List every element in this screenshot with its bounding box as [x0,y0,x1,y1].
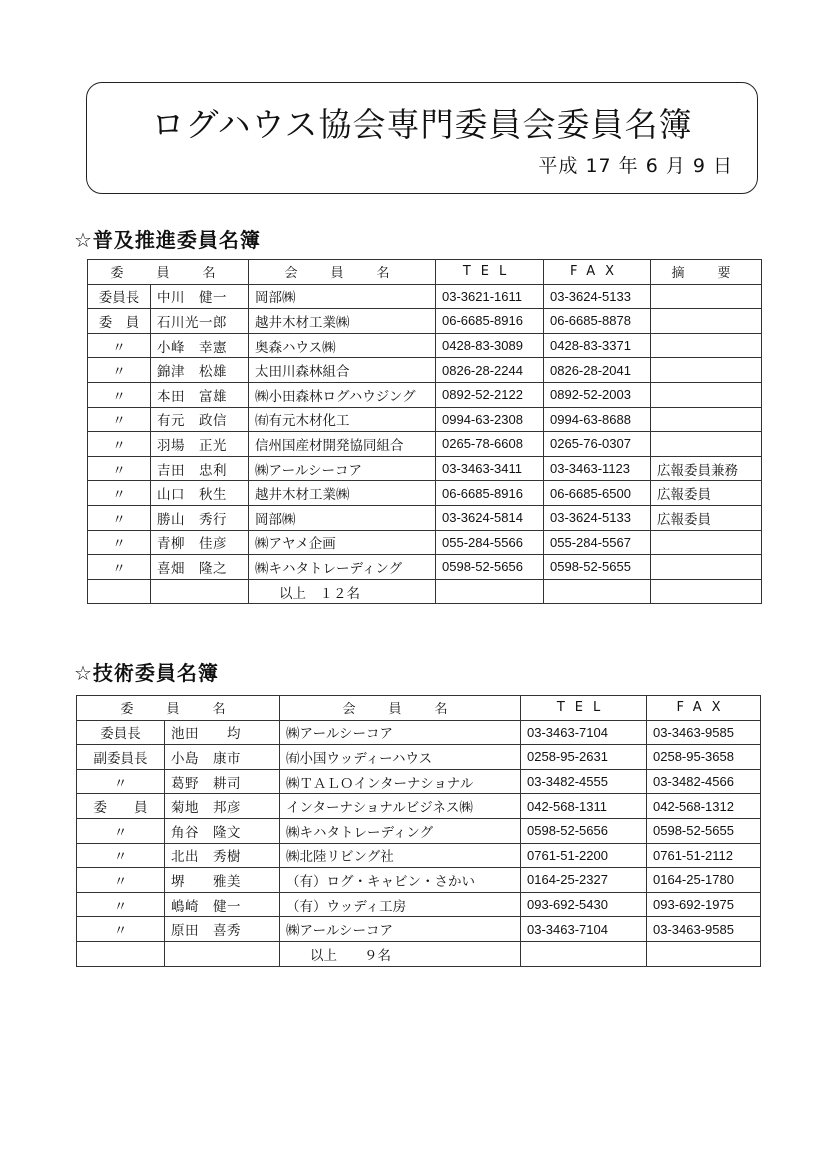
col-fax: FAX [544,260,651,285]
section1-heading: ☆普及推進委員名簿 [74,228,261,252]
cell-tel: 03-3463-7104 [521,917,647,942]
cell-role: 委 員 [77,794,165,819]
table-row [88,333,762,358]
table-row [88,382,762,407]
cell-name: 小峰 幸憲 [151,333,249,358]
cell-role: 〃 [88,530,151,555]
table-header-row [77,696,761,721]
cell-company: （有）ウッディ工房 [280,892,521,917]
cell-name: 中川 健一 [151,284,249,309]
cell-fax: 0994-63-8688 [544,407,651,432]
cell-name: 堺 雅美 [165,868,280,893]
cell-company: ㈱ＴＡＬＯインターナショナル [280,769,521,794]
empty-cell [151,579,249,604]
cell-role: 〃 [77,818,165,843]
cell-fax: 0428-83-3371 [544,333,651,358]
table-row [77,720,761,745]
cell-name: 有元 政信 [151,407,249,432]
cell-note [651,284,762,309]
cell-role: 副委員長 [77,745,165,770]
member-total: 以上 ９名 [280,941,521,966]
cell-role: 〃 [77,868,165,893]
title-box [86,82,758,194]
cell-tel: 0826-28-2244 [436,358,544,383]
cell-tel: 0761-51-2200 [521,843,647,868]
table-row [88,284,762,309]
cell-role: 〃 [77,892,165,917]
cell-company: ㈲有元木材化工 [249,407,436,432]
cell-role: 〃 [88,505,151,530]
cell-role: 〃 [88,407,151,432]
cell-name: 羽場 正光 [151,432,249,457]
cell-note: 広報委員 [651,481,762,506]
cell-note [651,333,762,358]
cell-name: 勝山 秀行 [151,505,249,530]
document-date: 平成 17 年 6 月 9 日 [538,155,733,177]
table-row [88,481,762,506]
table-row [88,407,762,432]
table-row [88,456,762,481]
promotion-committee-table [87,259,762,604]
empty-cell [88,579,151,604]
cell-company: 岡部㈱ [249,505,436,530]
cell-fax: 03-3482-4566 [647,769,761,794]
cell-fax: 03-3463-9585 [647,720,761,745]
cell-role: 〃 [77,843,165,868]
table-row [88,432,762,457]
cell-fax: 042-568-1312 [647,794,761,819]
cell-tel: 0164-25-2327 [521,868,647,893]
table-row [77,917,761,942]
cell-company: 奥森ハウス㈱ [249,333,436,358]
cell-name: 錦津 松雄 [151,358,249,383]
cell-tel: 03-3463-7104 [521,720,647,745]
cell-role: 委 員 [88,309,151,334]
empty-cell [436,579,544,604]
cell-company: 信州国産材開発協同組合 [249,432,436,457]
cell-role: 〃 [88,456,151,481]
cell-company: ㈱北陸リビング社 [280,843,521,868]
col-tel: TEL [436,260,544,285]
cell-fax: 0826-28-2041 [544,358,651,383]
table-row [88,530,762,555]
page-title: ログハウス協会専門委員会委員名簿 [151,105,693,144]
cell-name: 小島 康市 [165,745,280,770]
cell-company: ㈱アールシーコア [280,720,521,745]
cell-role: 〃 [88,358,151,383]
cell-fax: 03-3624-5133 [544,284,651,309]
cell-role: 〃 [88,432,151,457]
col-member: 委 員 名 [77,696,280,721]
cell-company: （有）ログ・キャビン・さかい [280,868,521,893]
cell-name: 喜畑 隆之 [151,555,249,580]
cell-company: ㈱キハタトレーディング [280,818,521,843]
cell-fax: 055-284-5567 [544,530,651,555]
table-row [77,892,761,917]
cell-role: 〃 [77,769,165,794]
col-fax: FAX [647,696,761,721]
col-tel: TEL [521,696,647,721]
table-row [77,794,761,819]
cell-tel: 03-3482-4555 [521,769,647,794]
cell-company: ㈱キハタトレーディング [249,555,436,580]
table-row [77,843,761,868]
table-row [88,505,762,530]
cell-tel: 03-3621-1611 [436,284,544,309]
cell-name: 石川光一郎 [151,309,249,334]
cell-fax: 0265-76-0307 [544,432,651,457]
cell-tel: 0428-83-3089 [436,333,544,358]
cell-tel: 0892-52-2122 [436,382,544,407]
section2-heading: ☆技術委員名簿 [74,661,219,685]
cell-fax: 093-692-1975 [647,892,761,917]
cell-tel: 06-6685-8916 [436,309,544,334]
table-row [77,818,761,843]
table-row [88,555,762,580]
cell-fax: 0598-52-5655 [647,818,761,843]
member-total: 以上 １２名 [249,579,436,604]
total-row [77,941,761,966]
table-row [77,745,761,770]
cell-fax: 0761-51-2112 [647,843,761,868]
empty-cell [165,941,280,966]
cell-role: 〃 [88,333,151,358]
cell-tel: 042-568-1311 [521,794,647,819]
cell-tel: 055-284-5566 [436,530,544,555]
cell-tel: 0258-95-2631 [521,745,647,770]
cell-fax: 03-3624-5133 [544,505,651,530]
cell-note [651,358,762,383]
table-row [77,868,761,893]
cell-tel: 0265-78-6608 [436,432,544,457]
cell-role: 〃 [77,917,165,942]
cell-tel: 0598-52-5656 [436,555,544,580]
cell-fax: 0164-25-1780 [647,868,761,893]
cell-company: ㈱アールシーコア [249,456,436,481]
col-note: 摘 要 [651,260,762,285]
cell-name: 葛野 耕司 [165,769,280,794]
cell-tel: 0994-63-2308 [436,407,544,432]
cell-note [651,407,762,432]
empty-cell [521,941,647,966]
cell-name: 本田 富雄 [151,382,249,407]
cell-role: 〃 [88,382,151,407]
cell-name: 菊地 邦彦 [165,794,280,819]
cell-name: 原田 喜秀 [165,917,280,942]
cell-fax: 06-6685-8878 [544,309,651,334]
cell-company: ㈱アールシーコア [280,917,521,942]
cell-company: 越井木材工業㈱ [249,481,436,506]
table-row [88,309,762,334]
cell-tel: 03-3463-3411 [436,456,544,481]
empty-cell [647,941,761,966]
col-company: 会 員 名 [280,696,521,721]
empty-cell [651,579,762,604]
cell-company: ㈱小田森林ログハウジング [249,382,436,407]
cell-note [651,382,762,407]
empty-cell [544,579,651,604]
total-row [88,579,762,604]
cell-role: 委員長 [77,720,165,745]
cell-role: 委員長 [88,284,151,309]
col-member: 委 員 名 [88,260,249,285]
cell-tel: 0598-52-5656 [521,818,647,843]
cell-role: 〃 [88,481,151,506]
cell-role: 〃 [88,555,151,580]
cell-note: 広報委員 [651,505,762,530]
cell-company: ㈲小国ウッディーハウス [280,745,521,770]
cell-note [651,555,762,580]
col-company: 会 員 名 [249,260,436,285]
cell-company: インターナショナルビジネス㈱ [280,794,521,819]
table-row [77,769,761,794]
cell-name: 北出 秀樹 [165,843,280,868]
cell-company: 太田川森林組合 [249,358,436,383]
empty-cell [77,941,165,966]
cell-fax: 0892-52-2003 [544,382,651,407]
cell-fax: 03-3463-1123 [544,456,651,481]
cell-tel: 03-3624-5814 [436,505,544,530]
cell-fax: 03-3463-9585 [647,917,761,942]
cell-name: 嶋崎 健一 [165,892,280,917]
cell-note [651,530,762,555]
cell-tel: 093-692-5430 [521,892,647,917]
cell-name: 池田 均 [165,720,280,745]
cell-name: 山口 秋生 [151,481,249,506]
cell-fax: 0258-95-3658 [647,745,761,770]
cell-tel: 06-6685-8916 [436,481,544,506]
cell-note: 広報委員兼務 [651,456,762,481]
technical-committee-table [76,695,761,967]
cell-fax: 06-6685-6500 [544,481,651,506]
table-row [88,358,762,383]
cell-company: 岡部㈱ [249,284,436,309]
cell-name: 角谷 隆文 [165,818,280,843]
cell-company: ㈱アヤメ企画 [249,530,436,555]
cell-name: 青柳 佳彦 [151,530,249,555]
cell-name: 吉田 忠利 [151,456,249,481]
table-header-row [88,260,762,285]
cell-note [651,309,762,334]
cell-fax: 0598-52-5655 [544,555,651,580]
cell-company: 越井木材工業㈱ [249,309,436,334]
cell-note [651,432,762,457]
